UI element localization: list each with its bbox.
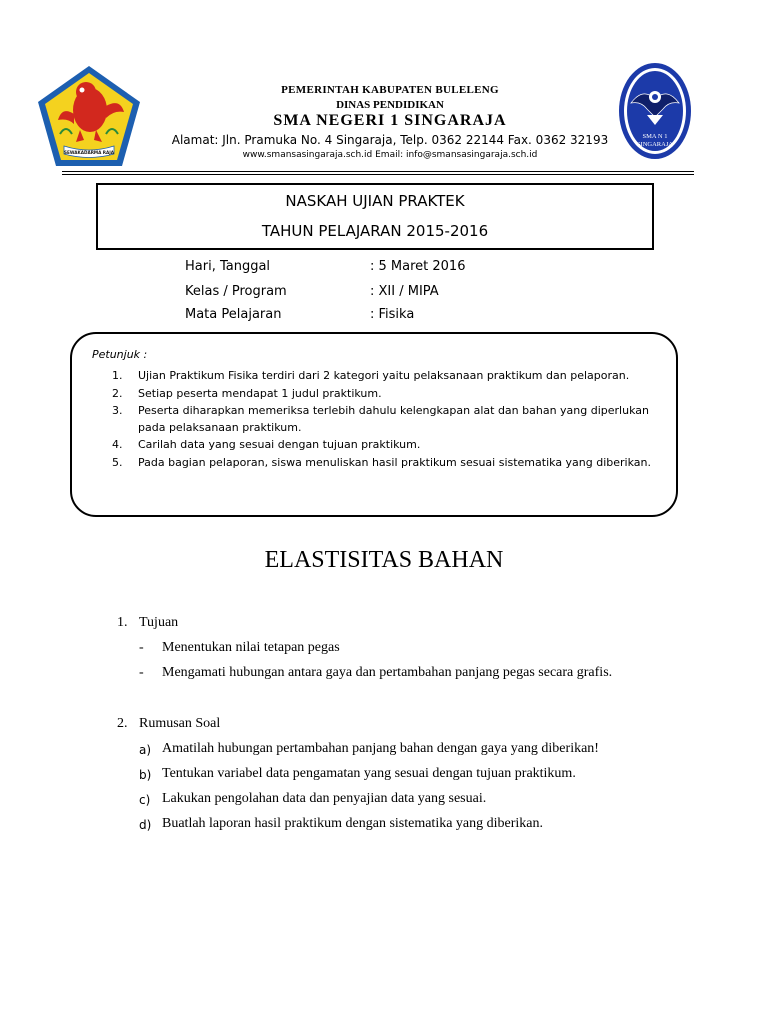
section-title-objective: Tujuan [139,615,179,630]
instruction-text: Setiap peserta mendapat 1 judul praktikum. [138,386,382,400]
info-value-date: : 5 Maret 2016 [370,259,466,274]
instruction-item [108,403,658,436]
question-text: Tentukan variabel data pengamatan yang sesuai dengan tujuan praktikum. [162,766,576,781]
instruction-number: 3. [112,404,123,417]
header-divider-thick [62,171,694,172]
info-label-date: Hari, Tanggal [185,259,271,274]
right-logo-text-1: SMA N 1 [642,133,668,140]
header-divider-thin [62,174,694,175]
header-address: Alamat: Jln. Pramuka No. 4 Singaraja, Telp. 0362 22144 Fax. 0362 32193 [171,133,609,147]
instruction-text: Ujian Praktikum Fisika terdiri dari 2 kategori yaitu pelaksanaan praktikum dan pelaporan. [138,369,630,382]
objective-bullet: - [139,640,144,655]
question-text: Buatlah laporan hasil praktikum dengan sistematika yang diberikan. [162,816,544,831]
info-value-subject: : Fisika [370,307,415,322]
objective-bullet: - [139,665,144,680]
section-title-problems: Rumusan Soal [139,716,221,731]
kabupaten-buleleng-logo [34,62,144,170]
instructions-list [108,368,658,472]
left-logo-motto: SEWAKADARMA RAJA [63,150,115,155]
objective-item: Menentukan nilai tetapan pegas [162,640,340,655]
question-letter: d) [139,818,152,832]
academic-year: TAHUN PELAJARAN 2015-2016 [261,222,489,240]
instructions-title: Petunjuk : [92,348,148,361]
instruction-text: Peserta diharapkan memeriksa terlebih dahulu kelengkapan alat dan bahan yang diperlukan pada pelaksanaan praktikum. [138,404,649,434]
practicum-title: ELASTISITAS BAHAN [264,547,504,573]
instructions-box [70,332,678,517]
header-school-name: SMA NEGERI 1 SINGARAJA [273,112,507,129]
instruction-item [108,437,658,454]
info-value-class: : XII / MIPA [370,284,439,299]
header-department: DINAS PENDIDIKAN [336,99,444,111]
instruction-number: 5. [112,455,123,469]
instruction-number: 1. [112,369,123,382]
exam-title: NASKAH UJIAN PRAKTEK [285,192,465,210]
header-government: PEMERINTAH KABUPATEN BULELENG [281,84,499,96]
instruction-item [108,455,658,472]
info-label-subject: Mata Pelajaran [185,307,282,322]
instruction-text: Pada bagian pelaporan, siswa menuliskan hasil praktikum sesuai sistematika yang diberikan. [138,455,652,469]
section-number: 1. [117,615,128,630]
exam-title-box [96,183,654,250]
sma-n1-singaraja-logo [617,61,693,161]
right-logo-text-2: SINGARAJA [636,141,674,148]
objective-item: Mengamati hubungan antara gaya dan pertambahan panjang pegas secara grafis. [162,665,613,680]
instruction-number: 2. [112,386,123,400]
instruction-item [108,386,658,403]
instruction-number: 4. [112,438,123,451]
info-label-class: Kelas / Program [185,284,287,299]
instruction-item [108,368,658,385]
question-letter: a) [139,743,152,757]
question-letter: c) [139,793,151,807]
question-text: Amatilah hubungan pertambahan panjang bahan dengan gaya yang diberikan! [162,741,599,756]
question-letter: b) [139,768,152,782]
question-text: Lakukan pengolahan data dan penyajian data yang sesuai. [162,791,487,806]
instruction-text: Carilah data yang sesuai dengan tujuan praktikum. [138,438,421,451]
section-number: 2. [117,716,128,731]
header-web-email: www.smansasingaraja.sch.id Email: info@smansasingaraja.sch.id [242,150,538,160]
